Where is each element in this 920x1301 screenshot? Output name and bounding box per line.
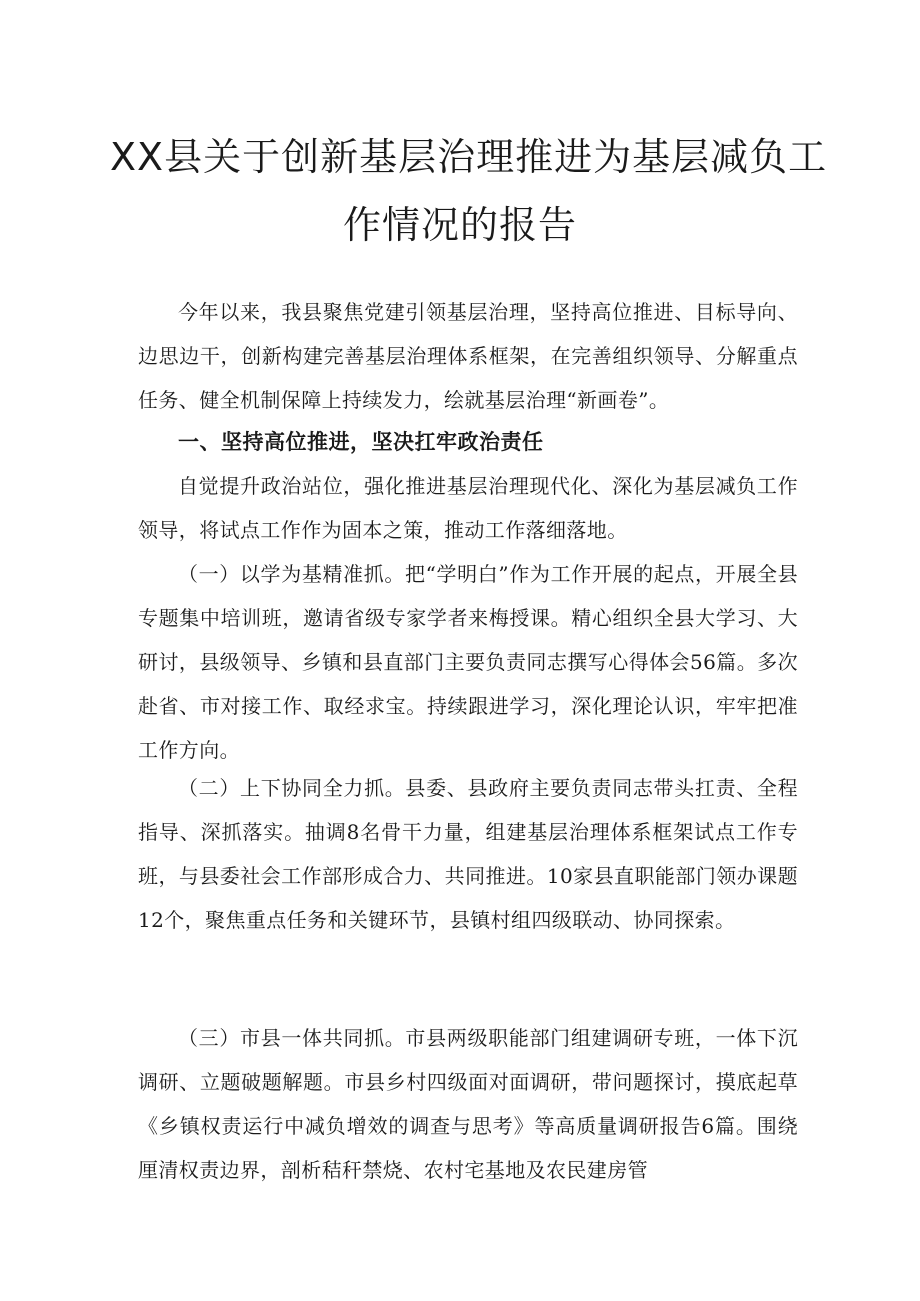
intro-paragraph: 今年以来，我县聚焦党建引领基层治理，坚持高位推进、目标导向、边思边干，创新构建完善基层治理体系框架，在完善组织领导、分解重点任务、健全机制保障上持续发力，绘就基层治理“新画卷”。 [138, 300, 798, 412]
section-1-heading: 一、坚持高位推进，坚决扛牢政治责任 [178, 430, 544, 454]
document-title-line-2: 作情况的报告 [342, 203, 577, 247]
document-title-line-1: XX县关于创新基层治理推进为基层减负工 [110, 135, 828, 179]
subsection-2-paragraph: （二）上下协同全力抓。县委、县政府主要负责同志带头扛责、全程指导、深抓落实。抽调8名骨干力量，组建基层治理体系框架试点工作专班，与县委社会工作部形成合力、共同推进。10家县直职能部门领办课题12个，聚焦重点任务和关键环节，县镇村组四级联动、协同探索。 [138, 776, 798, 932]
subsection-1-paragraph: （一）以学为基精准抓。把“学明白”作为工作开展的起点，开展全县专题集中培训班，邀请省级专家学者来梅授课。精心组织全县大学习、大研讨，县级领导、乡镇和县直部门主要负责同志撰写心得体会56篇。多次赴省、市对接工作、取经求宝。持续跟进学习，深化理论认识，牢牢把准工作方向。 [138, 562, 798, 762]
section-1-paragraph: 自觉提升政治站位，强化推进基层治理现代化、深化为基层减负工作领导，将试点工作作为固本之策，推动工作落细落地。 [138, 474, 798, 542]
subsection-3-paragraph: （三）市县一体共同抓。市县两级职能部门组建调研专班，一体下沉调研、立题破题解题。市县乡村四级面对面调研，带问题探讨，摸底起草《乡镇权责运行中减负增效的调查与思考》等高质量调研报告6篇。围绕厘清权责边界，剖析秸秆禁烧、农村宅基地及农民建房管 [138, 1026, 798, 1182]
